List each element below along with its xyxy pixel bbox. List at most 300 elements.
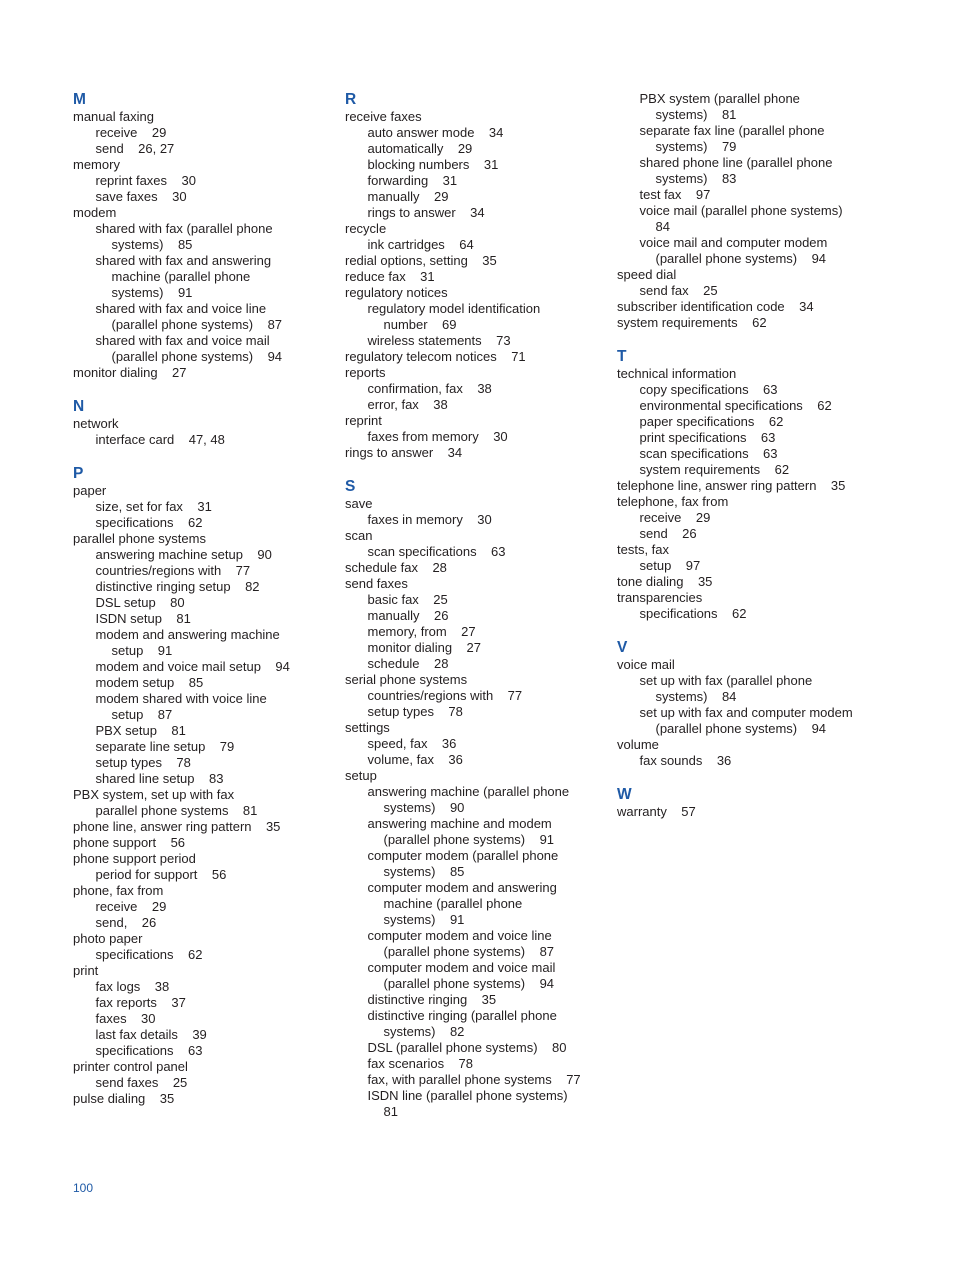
index-subentry [73,915,333,931]
index-entry-text: interface card 47, 48 [95,432,225,447]
index-entry [345,285,607,301]
index-entry-text: PBX setup 81 [95,723,186,738]
index-subentry [617,430,917,446]
index-entry-text: test fax 97 [639,187,711,202]
index-subentry [73,547,333,563]
index-subentry [73,579,333,595]
index-entry-text: set up with fax and computer modem [639,705,853,720]
index-entry [345,720,607,736]
index-subentry [73,947,333,963]
index-entry-continuation: machine (parallel phone [383,896,523,911]
index-entry-text: fax, with parallel phone systems 77 [367,1072,581,1087]
index-entry [73,157,333,173]
index-section [73,398,333,448]
index-entry-text: computer modem (parallel phone [367,848,559,863]
index-entry-text: reprint [345,413,382,428]
index-entry [617,299,917,315]
section-letter-heading: T [617,348,627,365]
index-entry-text: countries/regions with 77 [95,563,251,578]
index-entry-text: basic fax 25 [367,592,448,607]
index-subentry [73,659,333,675]
index-entry-text: transparencies [617,590,703,605]
index-entry-text: shared with fax and answering [95,253,272,268]
index-entry-text: memory, from 27 [367,624,476,639]
index-entry-text: regulatory notices [345,285,448,300]
index-entry-text: telephone line, answer ring pattern 35 [617,478,846,493]
index-entry-text: setup [345,768,377,783]
index-entry-text: volume [617,737,659,752]
index-entry-text: system requirements 62 [617,315,767,330]
index-subentry [617,705,917,737]
index-entry-text: faxes 30 [95,1011,156,1026]
index-subentry [345,640,607,656]
index-entry [345,528,607,544]
index-entry [73,819,333,835]
index-entry-continuation: systems) 91 [111,285,193,300]
index-entry-text: specifications 62 [95,515,203,530]
index-entry [617,590,917,606]
index-entry-text: manual faxing [73,109,154,124]
index-entry [73,1091,333,1107]
index-subentry [73,221,333,253]
index-entry-text: recycle [345,221,387,236]
index-subentry [73,723,333,739]
index-entry-text: save [345,496,373,511]
index-entry [73,483,333,499]
index-entry-text: print specifications 63 [639,430,776,445]
index-subentry [345,736,607,752]
index-subentry [73,432,333,448]
index-subentry [73,141,333,157]
index-section [617,786,917,820]
index-entry-text: modem [73,205,117,220]
index-entry [345,349,607,365]
index-entry-text: fax sounds 36 [639,753,732,768]
index-entry-text: last fax details 39 [95,1027,207,1042]
index-entry-text: setup 97 [639,558,701,573]
index-entry-text: tone dialing 35 [617,574,713,589]
index-entry-continuation: setup 91 [111,643,173,658]
section-letter-heading: R [345,91,357,108]
index-subentry [73,867,333,883]
index-entry-text: faxes from memory 30 [367,429,508,444]
index-subentry [617,606,917,622]
index-subentry [345,1040,607,1056]
index-entry-text: distinctive ringing 35 [367,992,497,1007]
index-subentry [617,235,917,267]
index-entry-text: forwarding 31 [367,173,458,188]
index-entry [617,366,917,382]
index-entry [617,542,917,558]
index-subentry [345,752,607,768]
index-subentry [73,563,333,579]
index-entry-text: send faxes 25 [95,1075,188,1090]
index-subentry [345,704,607,720]
index-entry-text: countries/regions with 77 [367,688,523,703]
index-entry [73,109,333,125]
index-subentry [73,301,333,333]
index-entry [345,576,607,592]
index-entry-text: modem shared with voice line [95,691,267,706]
index-entry-continuation: 84 [655,219,670,234]
index-entry [345,269,607,285]
index-section [617,348,917,622]
index-entry-text: printer control panel [73,1059,188,1074]
index-entry-text: DSL (parallel phone systems) 80 [367,1040,567,1055]
index-subentry [617,510,917,526]
index-entry-continuation: systems) 85 [111,237,193,252]
index-entry-text: telephone, fax from [617,494,729,509]
index-entry-text: computer modem and voice line [367,928,552,943]
section-letter-heading: S [345,478,356,495]
index-subentry [345,608,607,624]
index-subentry [617,283,917,299]
index-subentry [345,656,607,672]
index-entry-text: parallel phone systems [73,531,206,546]
index-entry-text: ISDN setup 81 [95,611,191,626]
index-subentry [345,816,607,848]
index-entry-text: voice mail and computer modem [639,235,828,250]
index-section [73,91,333,381]
index-entry-text: specifications 62 [95,947,203,962]
index-subentry [345,512,607,528]
index-entry [345,672,607,688]
index-subentry [617,382,917,398]
index-subentry [73,627,333,659]
index-entry [345,221,607,237]
index-subentry [345,237,607,253]
index-entry-continuation: (parallel phone systems) 87 [111,317,283,332]
index-entry-text: technical information [617,366,737,381]
index-entry-text: speed, fax 36 [367,736,457,751]
index-entry-text: voice mail [617,657,675,672]
index-subentry [345,333,607,349]
index-entry-text: speed dial [617,267,677,282]
index-entry-text: send 26 [639,526,697,541]
index-subentry [345,992,607,1008]
index-entry [617,574,917,590]
index-entry-text: shared with fax and voice line [95,301,267,316]
index-entry-text: schedule 28 [367,656,449,671]
index-entry-text: computer modem and answering [367,880,557,895]
index-entry [617,315,917,331]
index-entry-text: shared phone line (parallel phone [639,155,833,170]
index-subentry [617,398,917,414]
index-entry-continuation: machine (parallel phone [111,269,251,284]
index-entry-continuation: systems) 83 [655,171,737,186]
index-entry-continuation: number 69 [383,317,457,332]
index-subentry [73,173,333,189]
index-entry-continuation: setup 87 [111,707,173,722]
index-entry-text: rings to answer 34 [345,445,463,460]
index-entry-text: reduce fax 31 [345,269,435,284]
index-subentry [73,755,333,771]
index-entry [345,768,607,784]
section-letter-heading: V [617,639,628,656]
index-entry-text: automatically 29 [367,141,473,156]
index-entry-text: manually 29 [367,189,449,204]
index-entry-text: parallel phone systems 81 [95,803,258,818]
index-entry-continuation: (parallel phone systems) 87 [383,944,555,959]
index-entry-text: PBX system, set up with fax [73,787,235,802]
index-entry-text: system requirements 62 [639,462,790,477]
index-entry-text: specifications 62 [639,606,747,621]
index-entry-text: specifications 63 [95,1043,203,1058]
index-entry-text: computer modem and voice mail [367,960,556,975]
index-entry-text: serial phone systems [345,672,468,687]
index-entry-continuation: 81 [383,1104,398,1119]
index-entry-text: receive 29 [95,125,167,140]
index-entry [345,365,607,381]
index-subentry [73,1043,333,1059]
index-entry-text: subscriber identification code 34 [617,299,814,314]
index-section [617,639,917,769]
index-entry [345,560,607,576]
index-entry-text: separate line setup 79 [95,739,235,754]
section-letter-heading: M [73,91,86,108]
index-entry-text: auto answer mode 34 [367,125,504,140]
index-entry-text: ink cartridges 64 [367,237,474,252]
index-entry [345,496,607,512]
index-subentry [345,141,607,157]
index-entry-continuation: (parallel phone systems) 94 [111,349,283,364]
index-entry-continuation: (parallel phone systems) 94 [655,721,827,736]
index-section [345,91,607,461]
index-entry-text: setup types 78 [367,704,463,719]
index-subentry [73,803,333,819]
index-entry-text: modem and answering machine [95,627,280,642]
index-subentry [73,1027,333,1043]
index-subentry [345,544,607,560]
section-letter-heading: W [617,786,632,803]
index-section [73,465,333,1107]
index-entry-text: memory [73,157,120,172]
index-entry-text: photo paper [73,931,143,946]
index-subentry [73,1075,333,1091]
index-entry-text: send 26, 27 [95,141,175,156]
index-subentry [345,1056,607,1072]
index-entry-text: answering machine setup 90 [95,547,272,562]
index-subentry [345,848,607,880]
index-subentry [73,499,333,515]
index-entry [73,531,333,547]
index-entry-text: ISDN line (parallel phone systems) [367,1088,568,1103]
index-entry [617,267,917,283]
index-entry [617,804,917,820]
index-subentry [345,125,607,141]
index-entry-text: copy specifications 63 [639,382,778,397]
index-subentry [73,515,333,531]
index-entry-text: settings [345,720,390,735]
index-subentry [345,189,607,205]
index-entry-continuation: (parallel phone systems) 94 [655,251,827,266]
index-entry [617,494,917,510]
index-entry [73,1059,333,1075]
index-subentry [345,624,607,640]
index-entry-text: answering machine (parallel phone [367,784,570,799]
index-section [617,91,917,331]
index-subentry [617,673,917,705]
index-subentry [345,592,607,608]
index-entry-text: setup types 78 [95,755,191,770]
index-entry [73,883,333,899]
index-entry-continuation: systems) 91 [383,912,465,927]
index-subentry [617,462,917,478]
index-entry [345,253,607,269]
index-entry-text: fax reports 37 [95,995,186,1010]
index-subentry [345,397,607,413]
index-entry-text: fax logs 38 [95,979,170,994]
index-entry-continuation: systems) 79 [655,139,737,154]
index-entry-text: monitor dialing 27 [367,640,481,655]
index-entry-text: pulse dialing 35 [73,1091,175,1106]
index-subentry [617,187,917,203]
index-subentry [345,301,607,333]
index-entry-continuation: systems) 84 [655,689,737,704]
index-entry [345,445,607,461]
index-subentry [345,960,607,992]
index-entry [617,737,917,753]
index-subentry [73,691,333,723]
index-entry-text: set up with fax (parallel phone [639,673,813,688]
index-column-2 [345,91,607,1137]
index-entry-text: print [73,963,99,978]
index-entry-text: send, 26 [95,915,157,930]
index-entry-text: send fax 25 [639,283,718,298]
index-entry-text: reports [345,365,386,380]
index-subentry [73,333,333,365]
index-entry-text: phone support 56 [73,835,186,850]
index-entry-text: rings to answer 34 [367,205,485,220]
index-entry-text: answering machine and modem [367,816,552,831]
index-subentry [617,526,917,542]
index-entry-text: shared with fax and voice mail [95,333,270,348]
index-entry-text: wireless statements 73 [367,333,511,348]
index-subentry [73,253,333,301]
index-subentry [73,675,333,691]
index-entry-text: network [73,416,119,431]
index-entry [617,478,917,494]
index-entry-text: monitor dialing 27 [73,365,187,380]
index-entry-text: modem and voice mail setup 94 [95,659,290,674]
index-entry-text: fax scenarios 78 [367,1056,473,1071]
index-subentry [73,1011,333,1027]
index-entry-continuation: (parallel phone systems) 91 [383,832,555,847]
index-subentry [345,928,607,960]
index-entry [617,657,917,673]
index-subentry [73,125,333,141]
index-entry-text: faxes in memory 30 [367,512,492,527]
index-entry [73,365,333,381]
index-subentry [617,446,917,462]
index-entry-text: modem setup 85 [95,675,204,690]
index-subentry [345,784,607,816]
index-subentry [345,1088,607,1120]
index-entry-text: reprint faxes 30 [95,173,196,188]
index-section [345,478,607,1120]
index-entry-text: regulatory model identification [367,301,541,316]
index-entry [73,205,333,221]
index-entry-text: separate fax line (parallel phone [639,123,825,138]
index-subentry [345,429,607,445]
index-entry-text: scan [345,528,373,543]
index-entry [73,787,333,803]
index-subentry [617,155,917,187]
index-entry [73,851,333,867]
index-entry-text: DSL setup 80 [95,595,185,610]
index-entry-text: blocking numbers 31 [367,157,499,172]
index-entry [345,413,607,429]
index-subentry [617,123,917,155]
index-subentry [617,558,917,574]
index-subentry [345,157,607,173]
index-entry-text: environmental specifications 62 [639,398,832,413]
index-entry-text: receive 29 [639,510,711,525]
index-subentry [617,203,917,235]
index-entry-text: manually 26 [367,608,449,623]
index-entry-text: receive 29 [95,899,167,914]
index-entry-text: warranty 57 [617,804,696,819]
index-subentry [345,381,607,397]
index-subentry [73,995,333,1011]
index-entry-continuation: systems) 81 [655,107,737,122]
index-column-1 [73,91,333,1124]
index-entry-text: scan specifications 63 [639,446,778,461]
index-entry [73,963,333,979]
index-entry-text: voice mail (parallel phone systems) [639,203,843,218]
section-letter-heading: P [73,465,84,482]
index-entry-text: period for support 56 [95,867,227,882]
index-entry-text: redial options, setting 35 [345,253,497,268]
index-subentry [73,979,333,995]
index-entry-text: volume, fax 36 [367,752,463,767]
index-entry-text: tests, fax [617,542,670,557]
index-entry-text: confirmation, fax 38 [367,381,492,396]
index-entry-continuation: systems) 82 [383,1024,465,1039]
index-entry-continuation: (parallel phone systems) 94 [383,976,555,991]
index-entry-continuation: systems) 85 [383,864,465,879]
index-subentry [73,595,333,611]
index-entry-text: distinctive ringing setup 82 [95,579,260,594]
index-entry-text: schedule fax 28 [345,560,447,575]
index-entry-text: receive faxes [345,109,422,124]
index-entry-text: shared line setup 83 [95,771,224,786]
index-entry [73,931,333,947]
index-entry [345,109,607,125]
index-subentry [345,1008,607,1040]
index-entry-text: phone, fax from [73,883,164,898]
index-entry-text: distinctive ringing (parallel phone [367,1008,557,1023]
index-subentry [73,189,333,205]
index-entry-text: paper specifications 62 [639,414,784,429]
index-subentry [345,1072,607,1088]
index-entry-text: regulatory telecom notices 71 [345,349,526,364]
index-entry-continuation: systems) 90 [383,800,465,815]
index-entry [73,835,333,851]
index-entry-text: send faxes [345,576,408,591]
index-subentry [345,688,607,704]
index-subentry [73,899,333,915]
index-subentry [73,771,333,787]
index-entry-text: save faxes 30 [95,189,187,204]
index-entry-text: scan specifications 63 [367,544,506,559]
section-letter-heading: N [73,398,85,415]
index-subentry [73,611,333,627]
index-column-3 [617,91,917,837]
index-entry-text: phone line, answer ring pattern 35 [73,819,281,834]
index-entry-text: error, fax 38 [367,397,448,412]
index-entry-text: phone support period [73,851,196,866]
